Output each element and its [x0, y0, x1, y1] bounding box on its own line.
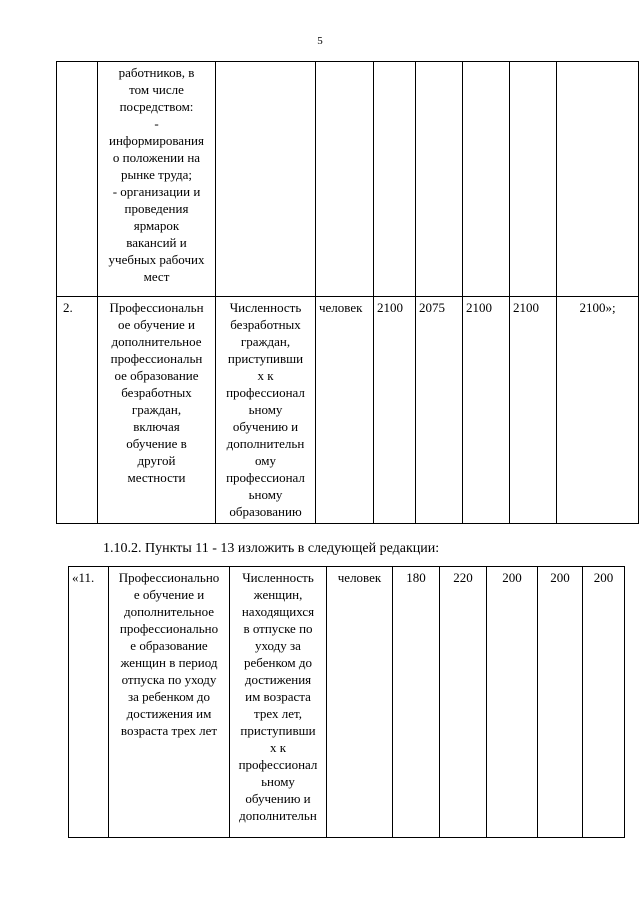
- text-line: включая: [133, 419, 180, 434]
- table-row: [57, 297, 639, 524]
- row-number-cell: [57, 62, 98, 297]
- indicators-table-continued: [56, 61, 639, 524]
- value-cell: 200: [487, 567, 538, 838]
- indicator-cell: [216, 62, 316, 297]
- text-line: образованию: [229, 504, 302, 519]
- value-cell: 200: [583, 567, 625, 838]
- text-line: безработных: [230, 317, 301, 332]
- text-line: ое образование: [114, 368, 199, 383]
- value-cell: 180: [393, 567, 440, 838]
- text-line: профессионал: [226, 470, 305, 485]
- text-line: вакансий и: [126, 235, 187, 250]
- text-line: безработных: [121, 385, 192, 400]
- text-line: дополнительное: [123, 604, 215, 619]
- amendment-caption: 1.10.2. Пункты 11 - 13 изложить в следующей редакции:: [103, 541, 440, 556]
- measure-name-cell: [98, 62, 216, 297]
- unit-cell: [316, 62, 374, 297]
- text-line: учебных рабочих: [108, 252, 205, 267]
- text-line: достижения им: [126, 706, 212, 721]
- text-line: х к: [257, 368, 274, 383]
- value-cell: [557, 62, 639, 297]
- text-line: дополнительное: [111, 334, 202, 349]
- text-line: профессионал: [226, 385, 305, 400]
- text-line: им возраста: [245, 689, 311, 704]
- text-line: профессионально: [119, 621, 219, 636]
- value-cell: 2100»;: [557, 297, 639, 524]
- text-line: трех лет,: [254, 706, 302, 721]
- text-line: граждан,: [131, 402, 182, 417]
- measure-name-cell: [109, 567, 230, 838]
- text-line: х к: [269, 740, 287, 755]
- text-line: обучению и: [232, 419, 299, 434]
- text-line: в отпуске по: [243, 621, 313, 636]
- text-line: ребенком до: [244, 655, 312, 670]
- text-line: обучению и: [245, 791, 311, 806]
- value-cell: 2100: [463, 297, 510, 524]
- row-number-cell: «11.: [69, 567, 109, 838]
- table-row: [57, 62, 639, 297]
- text-line: уходу за: [255, 638, 301, 653]
- page-number: 5: [317, 35, 323, 47]
- value-cell: 2100: [510, 297, 557, 524]
- text-line: приступивши: [240, 723, 316, 738]
- text-line: ое обучение и: [118, 317, 195, 332]
- text-line: местности: [127, 470, 186, 485]
- text-line: Профессиональн: [109, 300, 204, 315]
- value-cell: [510, 62, 557, 297]
- text-line: том числе: [129, 82, 184, 97]
- value-cell: [374, 62, 416, 297]
- text-line: ьному: [261, 774, 295, 789]
- text-line: Профессионально: [118, 570, 220, 585]
- text-line: женщин,: [253, 587, 303, 602]
- text-line: женщин в период: [120, 655, 218, 670]
- indicator-cell: [230, 567, 327, 838]
- text-line: посредством:: [119, 99, 194, 114]
- text-line: ому: [255, 453, 276, 468]
- text-line: другой: [137, 453, 176, 468]
- text-line: возраста трех лет: [120, 723, 218, 738]
- text-line: дополнительн: [239, 808, 317, 823]
- text-line: работников, в: [118, 65, 195, 80]
- text-line: профессиональн: [110, 351, 203, 366]
- value-cell: 2075: [416, 297, 463, 524]
- text-line: Численность: [229, 300, 302, 315]
- value-cell: [463, 62, 510, 297]
- text-line: - организации и: [112, 184, 201, 199]
- text-line: находящихся: [241, 604, 315, 619]
- text-line: е образование: [130, 638, 208, 653]
- text-line: отпуска по уходу: [121, 672, 217, 687]
- value-cell: 2100: [374, 297, 416, 524]
- text-line: о положении на: [112, 150, 201, 165]
- value-cell: 200: [538, 567, 583, 838]
- text-line: граждан,: [240, 334, 291, 349]
- value-cell: [416, 62, 463, 297]
- text-line: проведения: [124, 201, 189, 216]
- text-line: достижения: [244, 672, 312, 687]
- text-line: е обучение и: [133, 587, 205, 602]
- text-line: -: [154, 116, 159, 131]
- text-line: ярмарок: [133, 218, 180, 233]
- measure-name-cell: [98, 297, 216, 524]
- row-number-cell: 2.: [57, 297, 98, 524]
- text-line: приступивши: [227, 351, 304, 366]
- text-line: ьному: [248, 487, 283, 502]
- table-row: [69, 567, 625, 838]
- text-line: мест: [143, 269, 170, 284]
- indicator-cell: [216, 297, 316, 524]
- text-line: информирования: [109, 133, 204, 148]
- text-line: рынке труда;: [120, 167, 193, 182]
- value-cell: 220: [440, 567, 487, 838]
- text-line: профессионал: [238, 757, 318, 772]
- text-line: дополнительн: [226, 436, 305, 451]
- text-line: Численность: [242, 570, 314, 585]
- text-line: обучение в: [126, 436, 187, 451]
- indicators-table-new: [68, 566, 625, 838]
- text-line: ьному: [248, 402, 283, 417]
- text-line: за ребенком до: [127, 689, 211, 704]
- unit-cell: человек: [316, 297, 374, 524]
- unit-cell: человек: [327, 567, 393, 838]
